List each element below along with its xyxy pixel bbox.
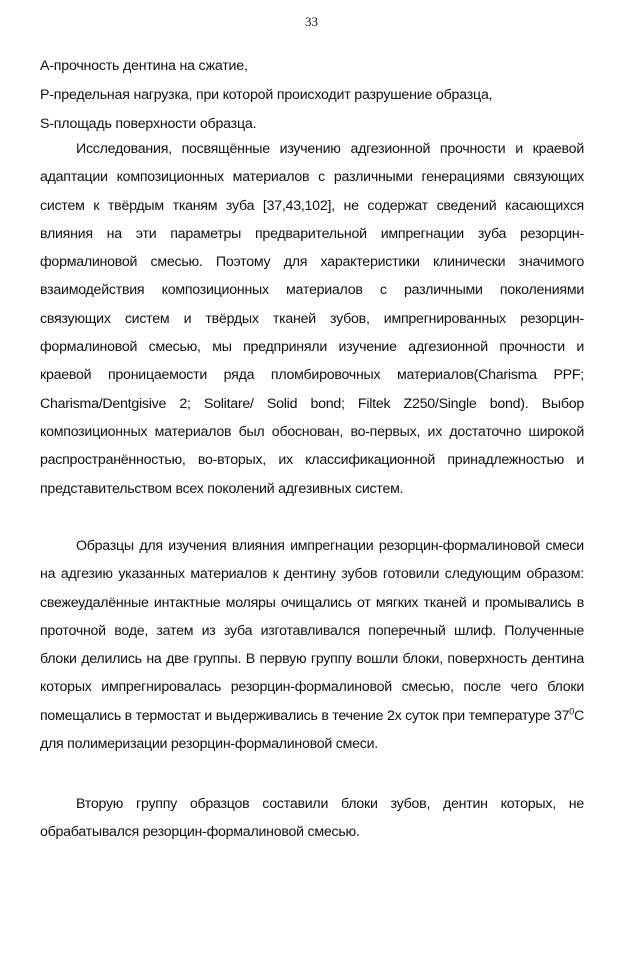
paragraph-2-text-before: Образцы для изучения влияния импрегнации резорцин-формалиновой смеси на адгезию указанных материалов к дентину зубов готовили следующим образом: свежеудалённые интактные моляры очищались от мягких тканей и промывались в проточной воде, затем из зуба изготавливался поперечный шлиф. Полученные блоки делились на две группы. В первую группу вошли блоки, поверхность дентина которых импрегнировалась резорцин-формалиновой смесью, после чего блоки помещались в термостат и выдерживались в течение 2х суток при температуре 37: [40, 538, 584, 724]
paragraph-2: [40, 532, 584, 758]
paragraph-2-text-after: С для полимеризации резорцин-формалиновой смеси.: [40, 707, 585, 753]
paragraph-3-text: Вторую группу образцов составили блоки зубов, дентин которых, не обрабатывался резорцин-формалиновой смесью.: [40, 796, 584, 841]
definition-s: S-площадь поверхности образца.: [40, 116, 257, 132]
paragraph-1-text: Исследования, посвящённые изучению адгезионной прочности и краевой адаптации композиционных материалов с различными генерациями связующих систем к твёрдым тканям зуба [37,43,102], не содержат сведений касающихся влияния на эти параметры предварительной импрегнации зуба резорцин-формалиновой смесью. Поэтому для характеристики клинически значимого взаимодействия композиционных материалов с различными поколениями связующих систем и твёрдых тканей зубов, импрегнированных резорцин-формалиновой смесью, мы предприняли изучение адгезионной прочности и краевой проницаемости ряда пломбировочных материалов(Charisma PPF; Charisma/Dentgisive 2; Solitare/ Solid bond; Filtek Z250/Single bond). Выбор композиционных материалов был обоснован, во-первых, их достаточно широкой распространённостью, во-вторых, их классификационной принадлежностью и представительством всех поколений адгезивных систем.: [40, 141, 584, 497]
definition-a: А-прочность дентина на сжатие,: [40, 58, 248, 74]
definition-p: Р-предельная нагрузка, при которой происходит разрушение образца,: [40, 87, 493, 103]
definitions-block: [40, 52, 600, 139]
paragraph-3: [40, 790, 584, 847]
page-number: 33: [305, 14, 318, 29]
degree-superscript: 0: [569, 706, 575, 717]
paragraph-1: [40, 135, 584, 503]
